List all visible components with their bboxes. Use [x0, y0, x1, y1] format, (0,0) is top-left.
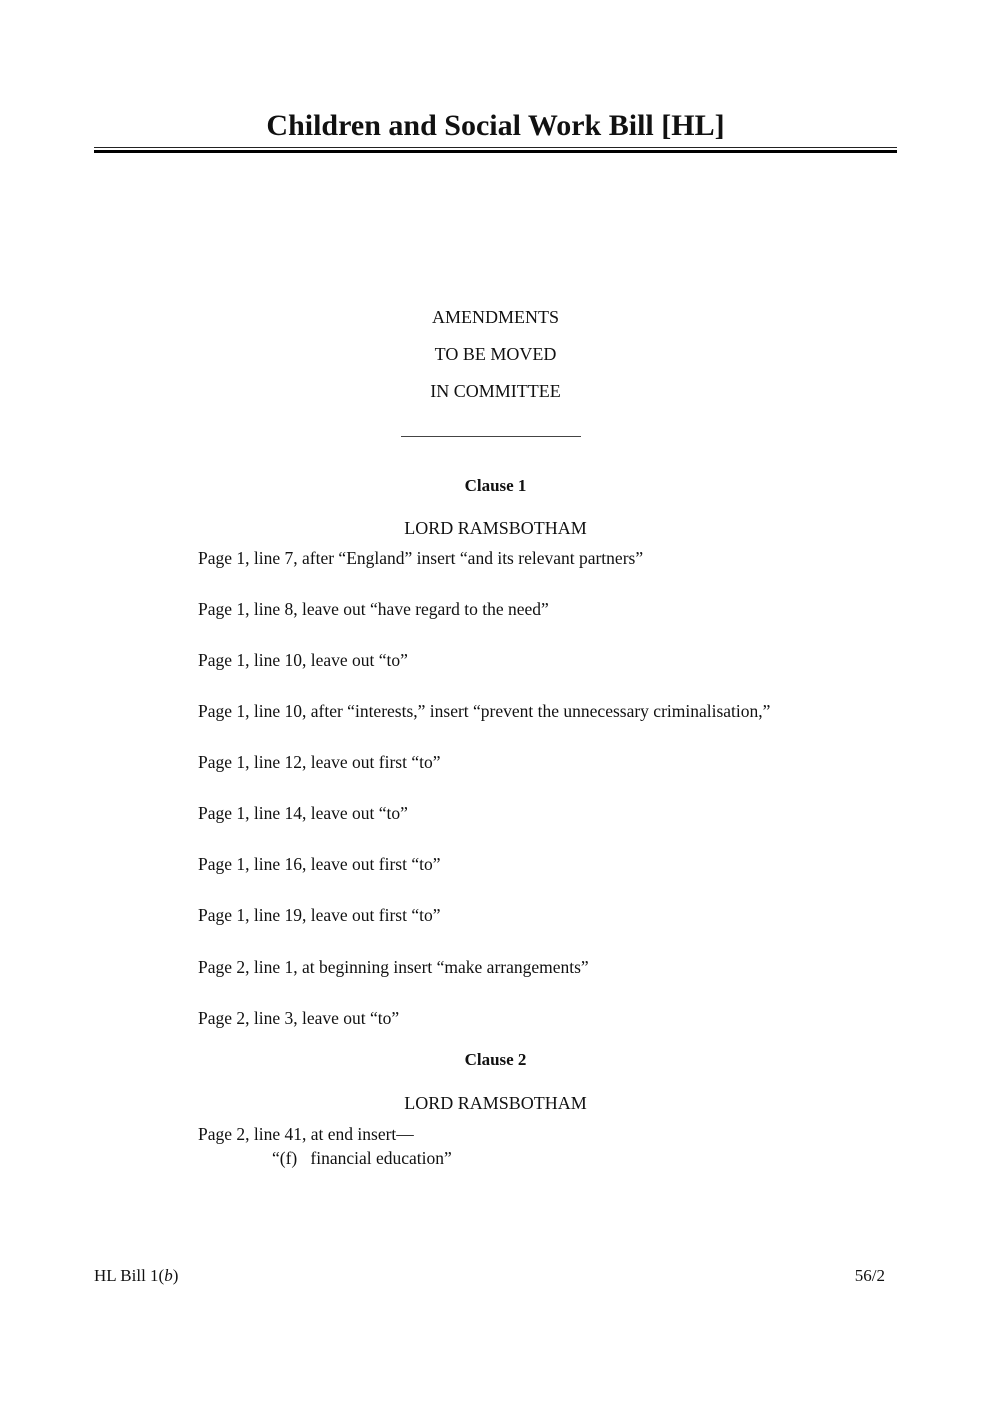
amendment-10: Page 2, line 3, leave out “to”	[198, 1008, 400, 1028]
heading-in-committee: IN COMMITTEE	[430, 381, 561, 401]
amendment-11: Page 2, line 41, at end insert—	[198, 1124, 414, 1144]
amendment-2: Page 1, line 8, leave out “have regard to the need”	[198, 599, 549, 619]
amendment-6: Page 1, line 14, leave out “to”	[198, 803, 408, 823]
clause-1-mover: LORD RAMSBOTHAM	[404, 518, 587, 538]
amendment-7: Page 1, line 16, leave out first “to”	[198, 854, 441, 874]
clause-1-title: Clause 1	[464, 476, 527, 495]
clause-2-mover: LORD RAMSBOTHAM	[404, 1093, 587, 1113]
amendment-8: Page 1, line 19, leave out first “to”	[198, 905, 441, 925]
heading-to-be-moved: TO BE MOVED	[434, 344, 557, 364]
title-rule-thick	[94, 150, 897, 153]
amendment-5: Page 1, line 12, leave out first “to”	[198, 752, 441, 772]
title-rule-thin	[94, 147, 897, 148]
inserted-text: “(f) financial education”	[272, 1148, 452, 1168]
bill-title: Children and Social Work Bill [HL]	[266, 109, 725, 142]
page-reference: 56/2	[854, 1266, 885, 1285]
amendment-3: Page 1, line 10, leave out “to”	[198, 650, 408, 670]
amendment-9: Page 2, line 1, at beginning insert “make arrangements”	[198, 957, 589, 977]
heading-amendments: AMENDMENTS	[431, 307, 559, 327]
amendment-4: Page 1, line 10, after “interests,” insert “prevent the unnecessary criminalisation,”	[198, 701, 771, 721]
amendment-1: Page 1, line 7, after “England” insert “and its relevant partners”	[198, 548, 644, 568]
bill-reference	[94, 1265, 178, 1287]
heading-divider	[401, 436, 581, 437]
bill-ref-italic: b	[164, 1266, 173, 1285]
bill-ref-suffix: )	[172, 1266, 179, 1285]
bill-ref-prefix: HL Bill 1(	[94, 1266, 165, 1285]
clause-2-title: Clause 2	[464, 1050, 527, 1069]
